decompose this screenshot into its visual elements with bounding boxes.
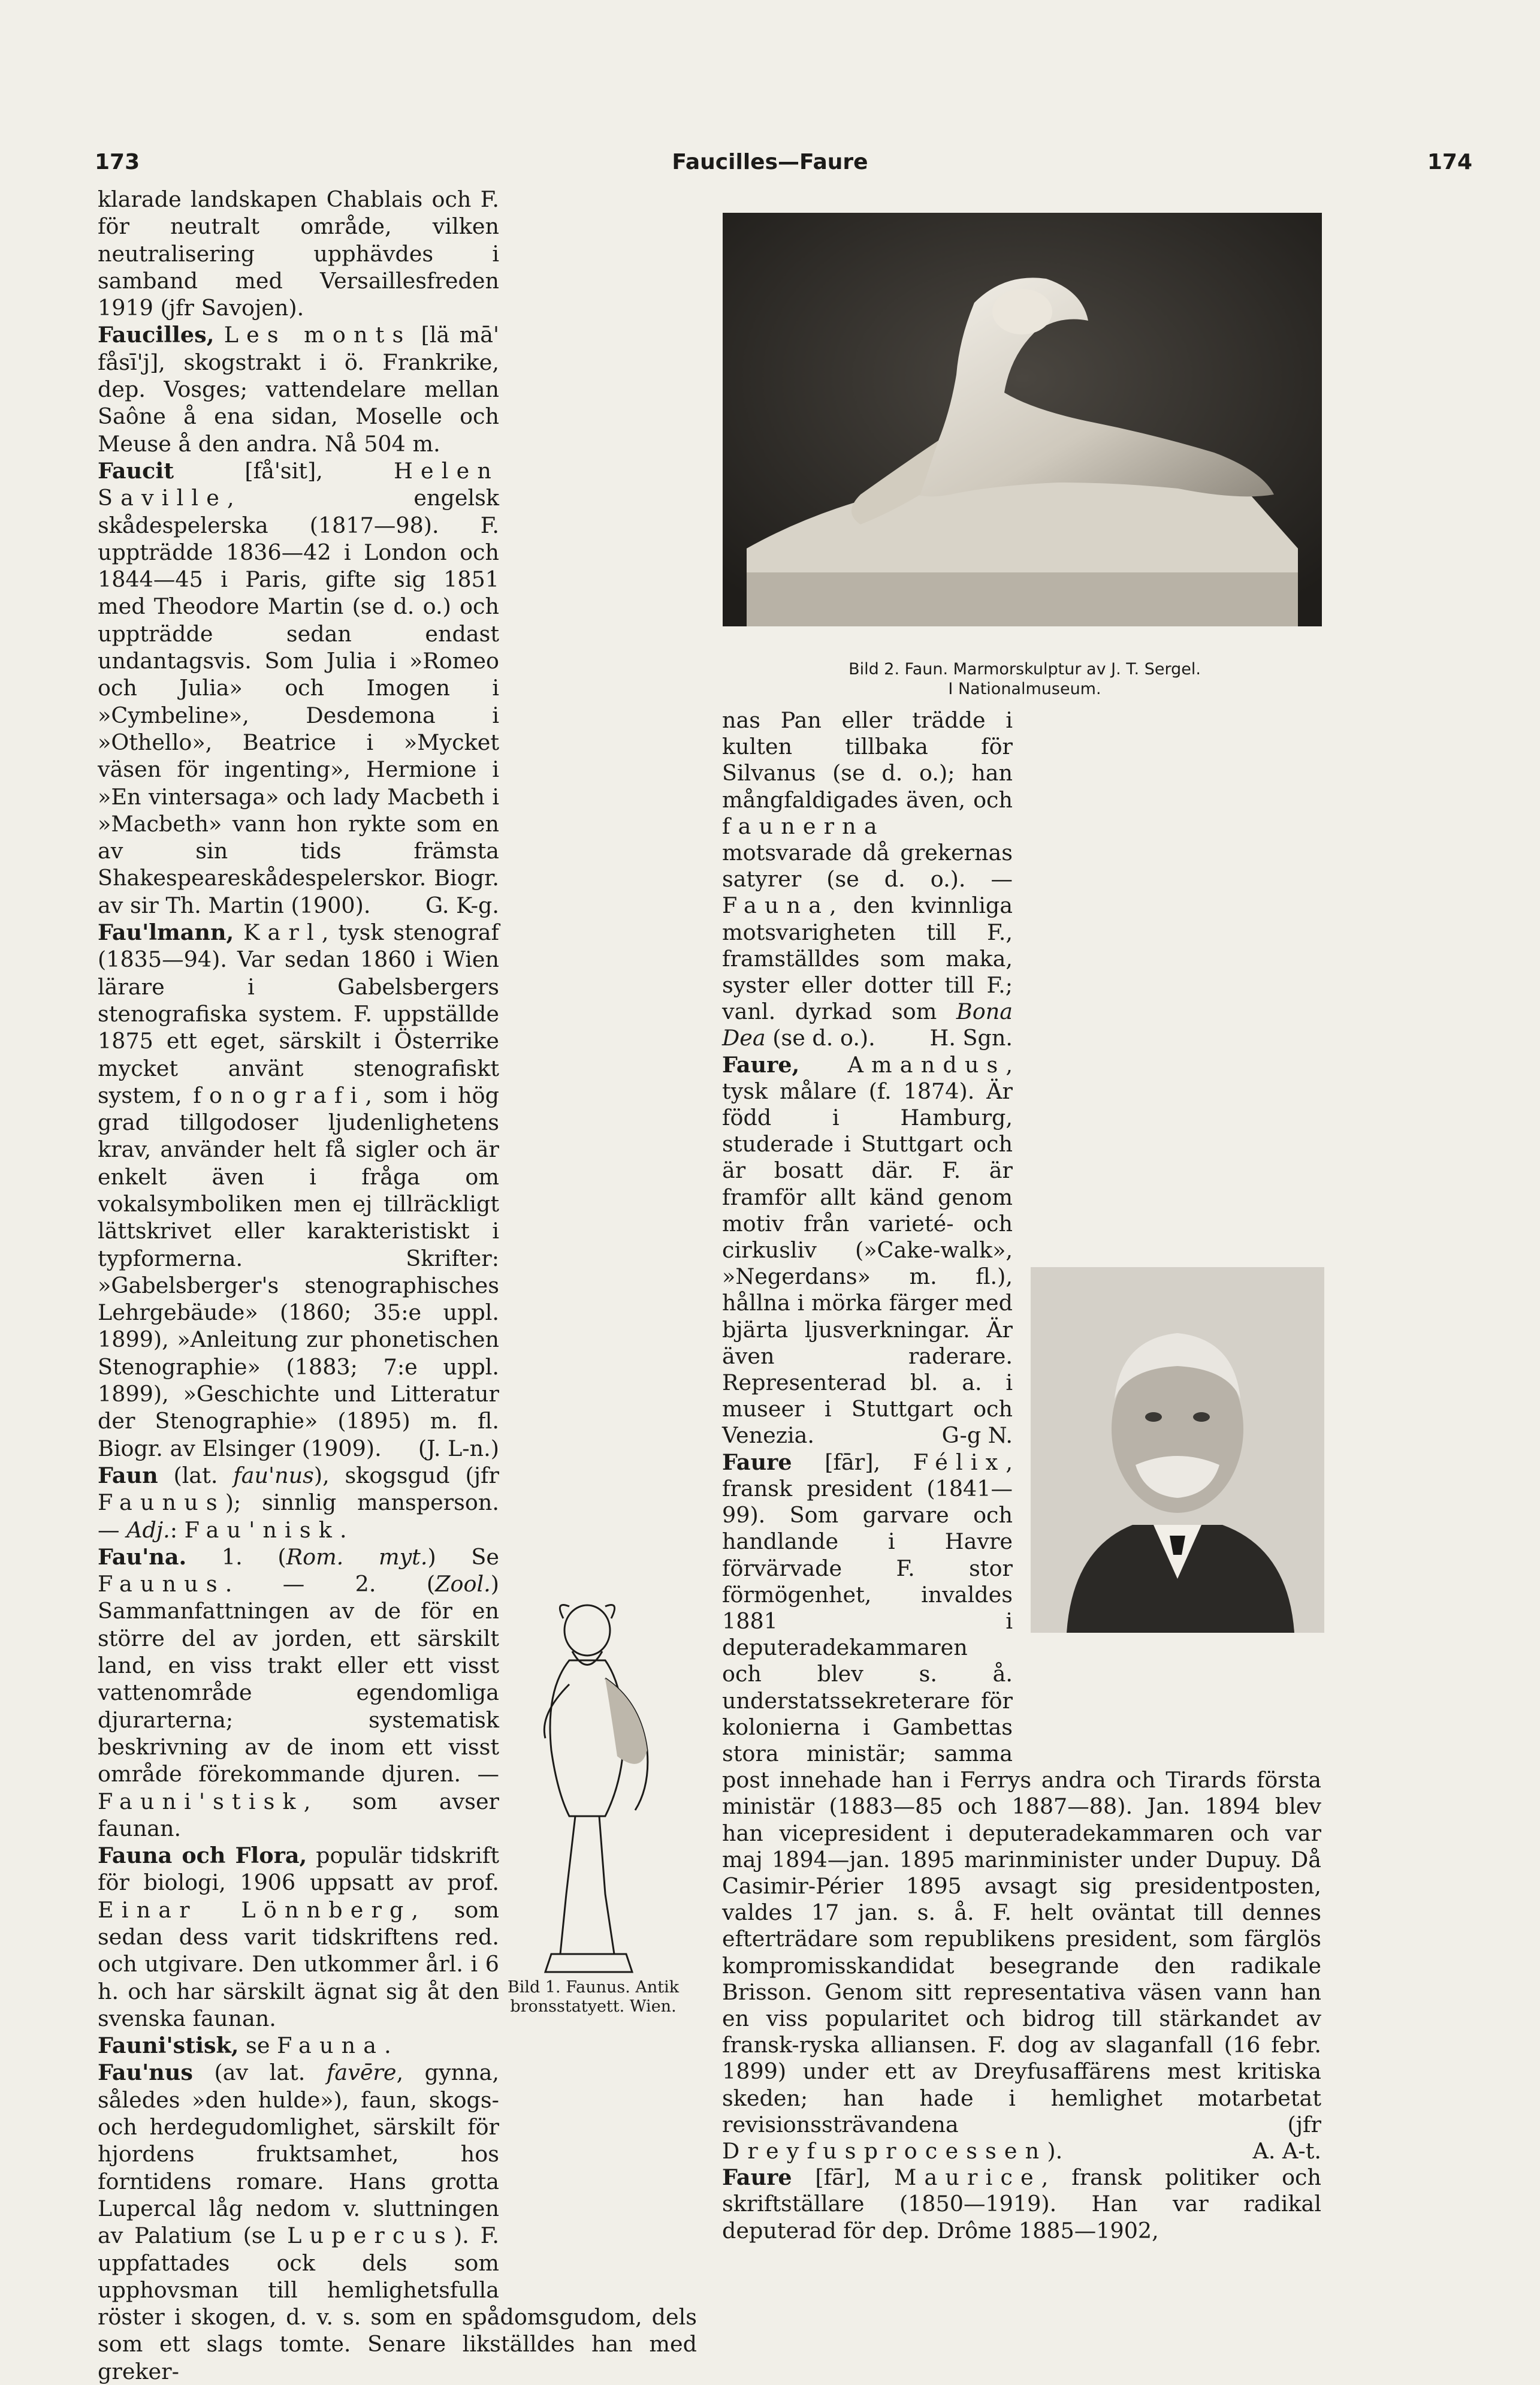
entry-fauna-och-flora: Fauna och Flora, populär tidskrift för biologi, 1906 uppsatt av prof. Einar Lönnberg, som sedan dess varit tidskriftens red. och utgivare. Den utkommer årl. i 6 h. och har särskilt ägnat sig åt den svenska faunan.: [98, 1843, 499, 2031]
entry-faunus-continued: nas Pan eller trädde i kulten tillbaka för Silvanus (se d. o.); han mångfaldigades även, och faunerna motsvarade då grekernas satyrer (se d. o.). — Fauna, den kvinnliga motsvarigheten till F., framställdes som maka, syster eller dotter till F.; vanl. dyrkad som Bona Dea (se d. o.). H. Sgn.: [722, 707, 1013, 1051]
entry-faure-maurice: Faure [fār], Maurice, fransk politiker och skriftställare (1850—1919). Han var radikal deputerad för dep. Drôme 1885—1902,: [722, 2164, 1321, 2244]
entry-faure-felix: Faure [fār], Félix, fransk president (1841—99). Som garvare och handlande i Havre förvärvade F. stor förmögenhet, invaldes 1881 i deputeradekammaren och blev s. å. understatssekreterare för kolonierna i Gambettas stora ministär; samma post innehade han i Ferrys andra och Tirards första ministär (1883—85 och 1887—88). Jan. 1894 blev han vicepresident i deputeradekammaren och var maj 1894—jan. 1895 marinminister under Dupuy. Då Casimir-Périer 1895 avsagt sig presidentposten, valdes 17 jan. s. å. F. helt oväntat till dennes efterträdare som republikens president, som färglös kompromisskandidat besegrande den radikale Brisson. Genom sitt representativa väsen vann han en viss popularitet och bidrog till stärkandet av fransk-ryska alliansen. F. dog av slaganfall (16 febr. 1899) under ett av Dreyfusaffärens mest kritiska skeden; han hade i hemlighet motarbetat revisionssträvandena (jfr Dreyfusprocessen). A. A-t.: [722, 1449, 1321, 2164]
faun-sculpture-photo: [723, 213, 1322, 626]
entry-fauna: Fau'na. 1. (Rom. myt.) Se Faunus. — 2. (Zool.) Sammanfattningen av de för en större del av jorden, ett särskilt land, en viss trakt eller ett visst vattenområde egendomliga djurarterna; systematisk beskrivning av de inom ett visst område förekommande djuren. — Fauni'stisk, som avser faunan.: [98, 1543, 499, 1841]
entry-faun: Faun (lat. fau'nus), skogsgud (jfr Faunus); sinnlig mansperson. — Adj.: Fau'nisk.: [98, 1462, 499, 1543]
caption-line-2: I Nationalmuseum.: [948, 680, 1101, 698]
entry-faucit: Faucit [få'sit], Helen Saville, engelsk skådespelerska (1817—98). F. uppträdde 1836—42 i London och 1844—45 i Paris, gifte sig 1851 med Theodore Martin (se d. o.) och uppträdde sedan endast undantagsvis. Som Julia i »Romeo och Julia» och Imogen i »Cymbeline», Desdemona i »Othello», Beatrice i »Mycket väsen för ingenting», Hermione i »En vintersaga» och lady Macbeth i »Macbeth» vann hon rykte som en av sin tids främsta Shakespeareskådespelerskor. Biogr. av sir Th. Martin (1900). G. K-g.: [98, 457, 499, 918]
running-title: Faucilles—Faure: [672, 150, 868, 174]
figure-caption-bild1: Bild 1. Faunus. Antik bronsstatyett. Wien.: [507, 1978, 680, 2016]
entry-faunistisk: Fauni'stisk, se Fauna.: [98, 2033, 391, 2059]
page-header: [0, 150, 1540, 186]
caption-line-1: Bild 2. Faun. Marmorskulptur av J. T. Sergel.: [848, 660, 1201, 679]
entry-faucilles: Faucilles, Les monts [lä mā' fåsī'j], skogstrakt i ö. Frankrike, dep. Vosges; vattendelare mellan Saône å ena sidan, Moselle och Meuse å den andra. Nå 504 m.: [98, 322, 499, 457]
statuette-illustration: [497, 1594, 695, 1978]
figure-caption-bild2: [743, 659, 1306, 699]
entry-faure-amandus: Faure, Amandus, tysk målare (f. 1874). Är född i Hamburg, studerade i Stuttgart och är bosatt där. F. är framför allt känd genom motiv från varieté- och cirkusliv (»Cake-walk», »Negerdans» m. fl.), hållna i mörka färger med bjärta ljusverkningar. Är även raderare. Representerad bl. a. i museer i Stuttgart och Venezia. G-g N.: [722, 1051, 1013, 1449]
portrait-illustration: [1031, 1267, 1324, 1633]
page-number-right: 174: [1427, 150, 1472, 174]
sculpture-illustration: [723, 213, 1322, 626]
page-number-left: 173: [95, 150, 140, 174]
entry-continuation: klarade landskapen Chablais och F. för neutralt område, vilken neutralisering upphävdes i samband med Versaillesfreden 1919 (jfr Savojen).: [98, 186, 499, 321]
entry-faulmann: Fau'lmann, Karl, tysk stenograf (1835—94). Var sedan 1860 i Wien lärare i Gabelsbergers stenografiska system. F. uppställde 1875 ett eget, särskilt i Österrike mycket använt stenografiskt system, fonografi, som i hög grad tillgodoser ljudenlighetens krav, använder helt få sigler och är enkelt även i fråga om vokalsymboliken men ej tillräckligt lättskrivet eller karakteristiskt i typformerna. Skrifter: »Gabelsberger's stenographisches Lehrgebäude» (1860; 35:e uppl. 1899), »Anleitung zur phonetischen Stenographie» (1883; 7:e uppl. 1899), »Geschichte und Litteratur der Stenographie» (1895) m. fl. Biogr. av Elsinger (1909). (J. L-n.): [98, 919, 500, 1461]
felix-faure-portrait: [1031, 1267, 1324, 1633]
entry-faunus: Fau'nus (av lat. favēre, gynna, således »den hulde»), faun, skogs- och herdegudomlighet, särskilt för hjordens fruktsamhet, hos forntidens romare. Hans grotta Lupercal låg nedom v. sluttningen av Palatium (se Lupercus). F. uppfattades ock dels som upphovsman till hemlighetsfulla röster i skogen, d. v. s. som en spådomsgudom, dels som ett slags tomte. Senare likställdes han med greker-: [98, 2060, 697, 2384]
